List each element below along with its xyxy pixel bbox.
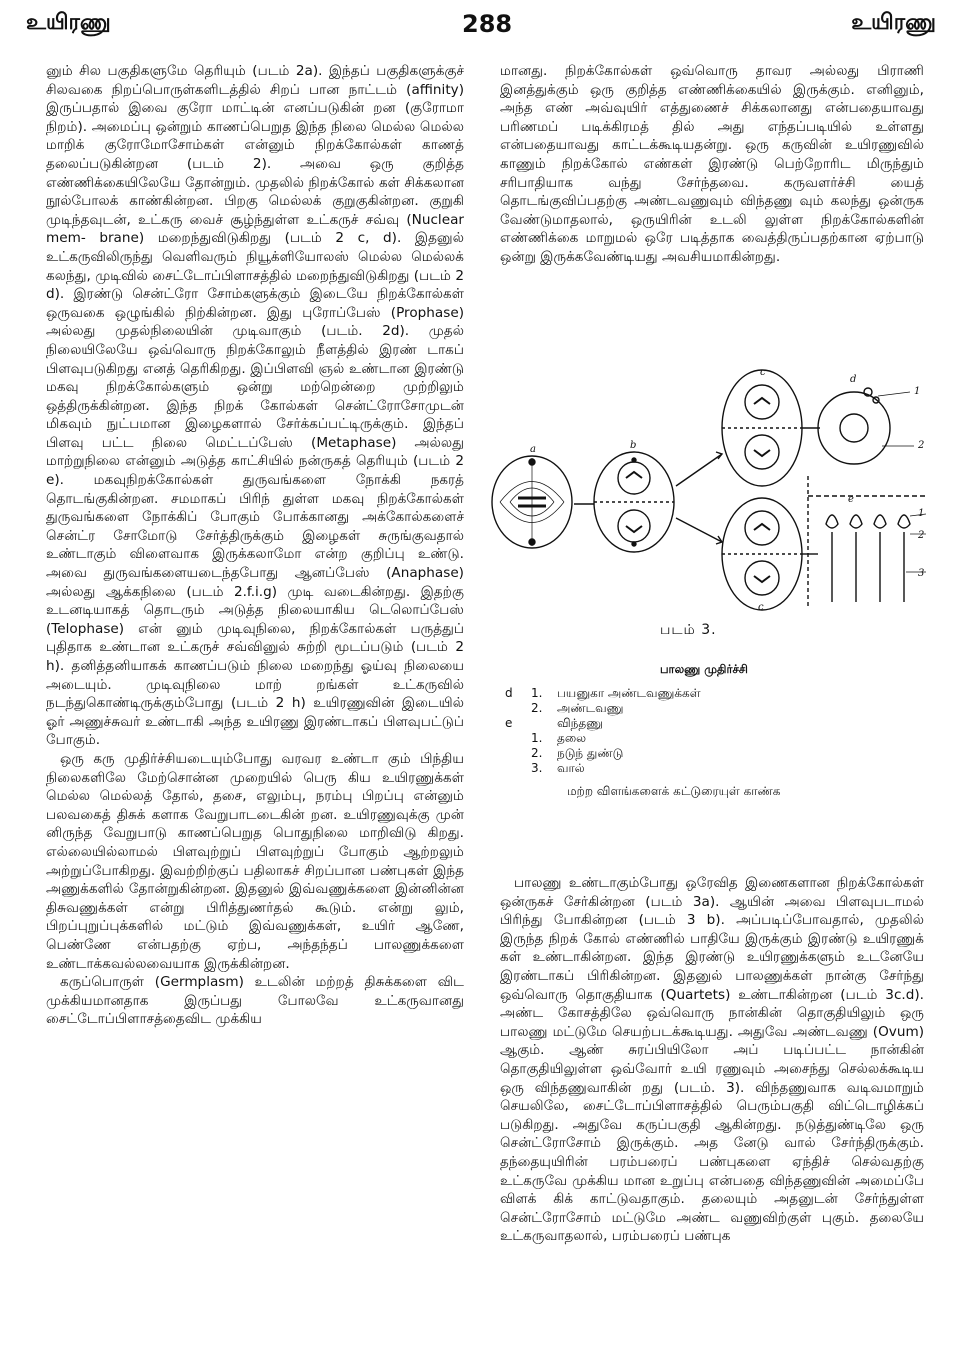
legend-number: 3. — [531, 761, 543, 775]
figure-letter-a: a — [530, 444, 536, 455]
legend-item — [505, 686, 925, 701]
cell-a — [492, 456, 572, 548]
figure-legend — [505, 686, 925, 799]
legend-text: வால் — [557, 761, 585, 775]
legend-text: பயனுகா அண்டவணுக்கள் — [557, 686, 701, 700]
figure-letter-e: e — [848, 494, 854, 505]
legend-key — [505, 746, 531, 761]
figure-mark: 1 — [914, 386, 921, 397]
figure-letter-d: d — [850, 374, 857, 385]
cell-e-sperm — [826, 514, 926, 602]
cell-b — [594, 452, 674, 552]
legend-item — [505, 716, 925, 731]
paragraph: மானது. நிறக்கோல்கள் ஒவ்வொரு தாவர அல்லது பிராணி இனத்துக்கும் ஒரு குறித்த எண்ணிக்கையில் இருக்கும். எனினும், அந்த எண் அவ்வுயிர் எத்துணைச் சிக்கலானது என்பதையாவது பரிணமப் படிக்கிரமத் தில் அது எந்தப்படியில் உள்ளது என்பதையாவது காட்டக்கூடியதன்று. ஒரு கருவின் உயிரணுவில் காணும் நிறக்கோல் எண்கள் இரண்டு பெற்றோரிட மிருந்தும் சரிபாதியாக வந்து சேர்ந்தவை. கருவளர்ச்சி யைத் தொடங்குவிப்பதற்கு அண்டவணுவும் விந்தணு வும் கலந்து ஒன்ருக வேண்டுமாதலால், ஒருயிரின் உடலி லுள்ள நிறக்கோல்களின் எண்ணிக்கை மாறுமல் ஒரே படித்தாக வைத்திருப்பதற்கான ஏற்பாடு ஒன்று இருக்கவேண்டியது அவசியமாகின்றது. — [500, 63, 924, 265]
legend-item — [505, 746, 925, 761]
figure-mark: 1 — [918, 508, 925, 519]
figure-label: படம் 3. — [660, 622, 717, 638]
running-head-right: உயிரணு — [851, 10, 936, 35]
legend-number — [531, 716, 557, 731]
legend-key — [505, 731, 531, 746]
figure-letter-c-bottom: c — [758, 602, 764, 612]
legend-key: d — [505, 686, 513, 700]
figure-mark: 2 — [918, 530, 925, 541]
legend-text: விந்தணு — [557, 716, 604, 730]
paragraph: னும் சில பகுதிகளுமே தெரியும் (படம் 2a). இந்தப் பகுதிகளுக்குச் சிலவகை நிறப்பொருள்களிடத்தில் சிறப் பான நாட்டம் (affinity) இருப்பதால் இவை குரோ மாட்டின் எனப்படுகின் றன (குரோமா நிறம்). அமைப்பு ஒன்றும் காணப்பெறுத இந்த நிலை மெல்ல மெல்ல மாறிக் குரோமோசோம்கள் என்னும் நிறக்கோல்கள் காணத் தலைப்படுகின்றன (படம் 2). அவை ஒரு குறித்த எண்ணிக்கையிலேயே தோன்றும். முதலில் நிறக்கோல் கள் சிக்கலான நூல்போலக் காண்கின்றன. பிறகு மெல்லக் குறுகுகின்றன. குறுகி முடிந்தவுடன், உட்கரு வைச் சூழ்ந்துள்ள உட்கருச் சவ்வு (Nuclear mem- brane) மறைந்துவிடுகிறது (படம் 2 c, d). இதனுல் உட்கருவிலிருந்து வெளிவரும் நியூக்ளியோலஸ் மெல்ல மெல்லக் கலந்து, முடிவில் சைட்டோப்பிளாசத்தில் மறைந்துவிடுகிறது (படம் 2 d). இரண்டு சென்ட்ரோ சோம்களுக்கும் இடையே நிறக்கோல்கள் ஒருவகை ஒழுங்கில் நிற்கின்றன. இது புரோப்பேஸ் (Prophase) அல்லது முதல்நிலையின் முடிவாகும் (படம். 2d). முதல் நிலையிலேயே ஒவ்வொரு நிறக்கோலும் நீளத்தில் இரண் டாகப் பிளவுபடுகிறது எனத் தெரிகிறது. இப்பிளவி ஞல் உண்டான இரண்டு மகவு நிறக்கோல்களும் ஒன்று மற்றென்றை முற்றிலும் ஒத்திருக்கின்றன. இந்த நிறக் கோல்கள் சென்ட்ரோசோமுடன் மிகவும் நுட்பமான இழைகளால் சேர்க்கப்பட்டிருக்கும். இந்தப் பிளவு பட்ட நிலை மெட்டப்பேஸ் (Metaphase) அல்லது மாற்றுநிலை என்னும் அடுத்த காட்சியில் நன்ருகத் தெரியும் (படம் 2 e). மகவுநிறக்கோல்கள் துருவங்களை நோக்கி நகரத் தொடங்குகின்றன. சமமாகப் பிரிந் துள்ள மகவு நிறக்கோல்கள் துருவங்களை நோக்கிப் போகும் போக்கானது அக்கோல்களைச் சென்ட்ர சோமோடு சேர்த்திருக்கும் இழைகள் சுருங்குவதால் உண்டாகும் விளைவாக இருக்கலாமோ என்ற குறிப்பு உண்டு. அவை துருவங்களையடைந்தபோது ஆனப்பேஸ் (Anaphase) அல்லது ஆக்கநிலை (படம் 2.f.i.g) முடி வடைகின்றது. இதற்கு உடனடியாகத் தொடரும் அடுத்த நிலையாகிய டெலொப்பேஸ் (Telophase) என் னும் முடிவுநிலை, நிறக்கோல்கள் பருத்துப் புதிதாக உண்டான உட்கருச் சவ்வினுல் சுற்றி மூடப்படும் (படம் 2 h). தனித்தனியாகக் காணப்படும் நிலை மறைந்து ஓய்வு நிலையை அடையும். முடிவுநிலை மாற் றங்கள் உட்கருவில் நடந்துகொண்டிருக்கும்போது (படம் 2 h) உயிரணுவின் இடையில் ஓர் அணுச்சுவர் உண்டாகி அந்த உயிரணு இரண்டாகப் பிளவுபட்டுப் போகும். — [46, 63, 465, 749]
legend-number: 1. — [531, 686, 543, 700]
right-column-bottom — [500, 874, 924, 1246]
legend-text: தலை — [557, 731, 587, 745]
right-column-top — [500, 62, 924, 267]
legend-item — [505, 761, 925, 776]
legend-number: 1. — [531, 731, 543, 745]
paragraph: பாலணு உண்டாகும்போது ஒரேவித இணைகளான நிறக்கோல்கள் ஒன்ருகச் சேர்கின்றன (படம் 3a). ஆயின் அவை பிளவுபடாமல் பிரிந்து போகின்றன (படம் 3 b). அப்படிப்போவதால், முதலில் இருந்த நிறக் கோல் எண்ணில் பாதியே இருக்கும் இரண்டு உயிரணுக் கள் உண்டாகின்றன. இந்த இரண்டு உயிரணுக்களும் உடனேயே இரண்டாகப் பிரிகின்றன. இதனுல் பாலணுக்கள் நான்கு சேர்ந்து ஒவ்வொரு தொகுதியாக (Quartets) உண்டாகின்றன (படம் 3c.d). அண்ட கோசத்திலே ஒவ்வொரு நான்கின் தொகுதியிலும் ஒரு பாலணு மட்டுமே செயற்படக்கூடியது. அதுவே அண்டவணு (Ovum) ஆகும். ஆண் சுரப்பியிலோ அப் படிப்பட்ட நான்கின் தொகுதியிலுள்ள ஒவ்வோர் உயி ரணுவும் அசைந்து செல்லக்கூடிய ஒரு விந்தணுவாகின் றது (படம். 3). விந்தணுவாக வடிவமாறும் செயலிலே, சைட்டோப்பிளாசத்தில் பெரும்பகுதி விட்டொழிக்கப் படுகிறது. அதுவே கருப்பகுதி ஆகின்றது. நடுத்துண்டிலே ஒரு சென்ட்ரோசோம் இருக்கும். அத னேடு வால் சேர்ந்திருக்கும். தந்தையுயிரின் பரம்பரைப் பண்புகளை ஏந்திச் செல்வதற்கு உட்கருவே முக்கிய மான உறுப்பு என்பதை விந்தணுவின் அமைப்பே விளக் கிக் காட்டுவதாகும். தலையும் அதனுடன் சேர்ந்துள்ள சென்ட்ரோசோம் மட்டுமே அண்ட வணுவிற்குள் புகும். தலையே உட்கருவாதலால், பரம்பரைப் பண்புக — [500, 875, 924, 1245]
figure-mark: 3 — [918, 568, 925, 579]
left-column — [46, 62, 464, 1029]
cell-c-bottom — [722, 498, 802, 610]
paragraph: ஒரு கரு முதிர்ச்சியடையும்போது வரவர உண்டா கும் பிந்திய நிலைகளிலே மேற்சொன்ன முறையில் பெரு கிய உயிரணுக்கள் மெல்ல மெல்லத் தோல், தசை, எலும்பு, நரம்பு பிறப்பு என்னும் பலவகைத் திசுக் களாக வேறுபாடடைகின் றன. உயிரணுவுக்கு முன் னிருந்த வேறுபாடு காணப்பெறுத பொதுநிலை மாறிவிடு கிறது. எல்லையில்லாமல் பிளவுற்றுப் பிளவுற்றுப் போகும் ஆற்றலும் அற்றுப்போகிறது. இவற்றிற்குப் பதிலாகச் சிறப்பான பண்புகள் இந்த அணுக்களில் தோன்றுகின்றன. இதனுல் இவ்வணுக்களை இன்னின்ன திசுவணுக்கள் என்று பிரித்துணர்தல் கூடும். என்று லும், பிறப்புறுப்புக்களில் மட்டும் இவ்வணுக்கள், உயிர் ஆணே, பெண்ணே என்பதற்கு ஏற்ப, அந்தந்தப் பாலணுக்களை உண்டாக்கவல்லவையாக இருக்கின்றன. — [46, 750, 464, 972]
legend-number: 2. — [531, 701, 543, 715]
figure-mark: 2 — [918, 440, 925, 451]
figure-letter-c: c — [760, 367, 766, 378]
page-number: 288 — [462, 10, 513, 38]
figure-title: பாலணு முதிர்ச்சி — [660, 662, 748, 676]
legend-key: e — [505, 716, 513, 730]
figure-3-diagram — [490, 366, 930, 612]
legend-text: அண்டவணு — [557, 701, 624, 715]
legend-item — [505, 701, 925, 716]
legend-text: நடுந் துண்டு — [557, 746, 624, 760]
legend-key — [505, 761, 531, 776]
paragraph: கருப்பொருள் (Germplasm) உடலின் மற்றத் திசுக்களை விட முக்கியமானதாக இருப்பது போலவே உட்கருவானது சைட்டோப்பிளாசத்தைவிட முக்கிய — [46, 974, 464, 1028]
legend-number: 2. — [531, 746, 543, 760]
legend-key — [505, 701, 531, 716]
figure-letter-b: b — [630, 440, 637, 451]
cell-d-ovum — [818, 388, 914, 464]
legend-note: மற்ற விளங்களைக் கட்டுரையுள் காண்க — [567, 784, 781, 798]
legend-item — [505, 731, 925, 746]
running-head-left: உயிரணு — [26, 10, 111, 35]
cell-c-top — [722, 370, 802, 486]
